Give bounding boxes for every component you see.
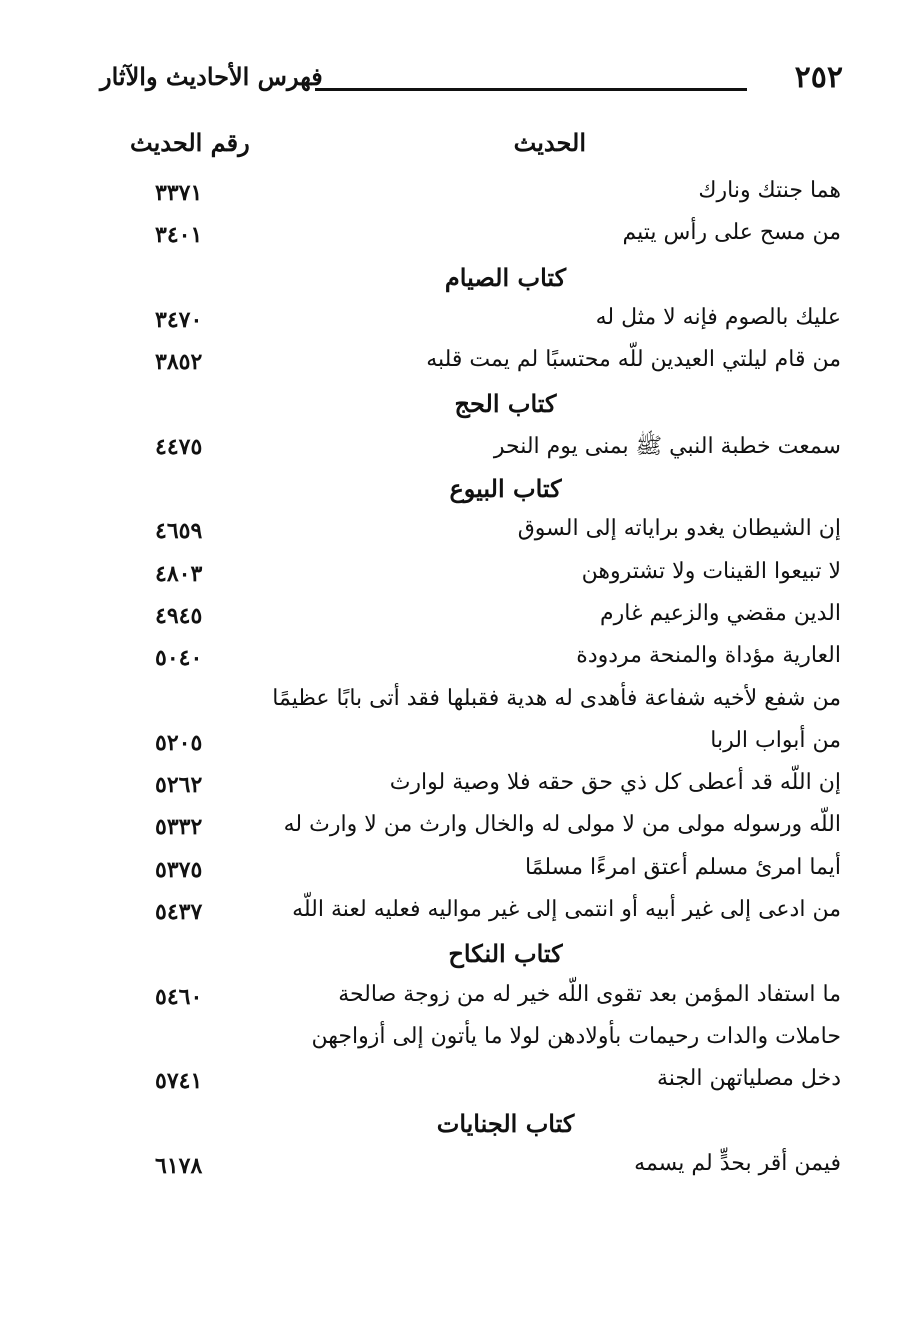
list-item [100, 1151, 841, 1193]
hadith-text: من أبواب الربا [710, 727, 841, 753]
list-item [100, 220, 841, 262]
hadith-number: ٥٧٤١ [155, 1068, 203, 1095]
list-item [100, 432, 841, 474]
hadith-number: ٤٩٤٥ [155, 602, 203, 629]
hadith-text: الدين مقضي والزعيم غارم [600, 600, 841, 626]
hadith-text: سمعت خطبة النبي ﷺ بمنى يوم النحر [493, 433, 841, 459]
list-item [100, 686, 841, 728]
list-item [100, 1066, 841, 1108]
hadith-number: ٥٠٤٠ [155, 645, 203, 672]
list-item [100, 178, 841, 220]
hadith-text: أيما امرئ مسلم أعتق امرءًا مسلمًا [524, 854, 841, 880]
running-title: فهرس الأحاديث والآثار [100, 62, 323, 91]
hadith-text: من ادعى إلى غير أبيه أو انتمى إلى غير مواليه فعليه لعنة اللّه [292, 897, 841, 923]
hadith-number: ٤٤٧٥ [155, 433, 203, 460]
list-item [100, 643, 841, 685]
hadith-text: من شفع لأخيه شفاعة فأهدى له هدية فقبلها فقد أتى بابًا عظيمًا [272, 685, 841, 711]
section-title: كتاب النكاح [448, 939, 563, 969]
list-item [100, 855, 841, 897]
hadith-text: إن الشيطان يغدو براياته إلى السوق [517, 516, 841, 542]
list-item [100, 516, 841, 558]
list-item [100, 897, 841, 939]
hadith-text: إن اللّه قد أعطى كل ذي حق حقه فلا وصية لوارث [389, 770, 841, 796]
section-title: كتاب البيوع [449, 474, 562, 504]
page-number: ٢٥٢ [794, 60, 843, 95]
hadith-text: عليك بالصوم فإنه لا مثل له [595, 304, 841, 330]
header-rule [315, 88, 747, 91]
hadith-number: ٦١٧٨ [155, 1152, 203, 1179]
list-item [100, 559, 841, 601]
hadith-number: ٥٣٧٥ [155, 856, 203, 883]
hadith-number: ٥٢٦٢ [155, 772, 203, 799]
column-header-number: رقم الحديث [130, 128, 250, 157]
hadith-number: ٥٢٠٥ [155, 729, 203, 756]
section-heading [100, 939, 841, 981]
list-item [100, 982, 841, 1024]
list-item [100, 305, 841, 347]
hadith-text: العارية مؤداة والمنحة مردودة [576, 643, 841, 669]
hadith-text: دخل مصلياتهن الجنة [657, 1066, 841, 1092]
list-item [100, 1024, 841, 1066]
hadith-number: ٥٤٣٧ [155, 899, 203, 926]
section-heading [100, 263, 841, 305]
hadith-text: حاملات والدات رحيمات بأولادهن لولا ما يأتون إلى أزواجهن [311, 1023, 841, 1049]
section-title: كتاب الصيام [444, 262, 567, 292]
page-header [100, 60, 843, 100]
section-heading [100, 474, 841, 516]
hadith-number: ٥٣٣٢ [155, 814, 203, 841]
section-heading [100, 1109, 841, 1151]
hadith-number: ٣٤٧٠ [155, 306, 203, 333]
hadith-text: من مسح على رأس يتيم [622, 220, 841, 246]
hadith-number: ٣٣٧١ [155, 180, 203, 206]
hadith-number: ٤٨٠٣ [155, 560, 203, 587]
section-heading [100, 389, 841, 431]
hadith-text: لا تبيعوا القينات ولا تشتروهن [581, 558, 841, 584]
hadith-text: هما جنتك ونارك [698, 178, 841, 203]
list-item [100, 601, 841, 643]
hadith-number: ٤٦٥٩ [155, 518, 203, 545]
list-item [100, 347, 841, 389]
hadith-number: ٥٤٦٠ [155, 983, 203, 1010]
list-item [100, 812, 841, 854]
hadith-text: فيمن أقر بحدٍّ لم يسمه [634, 1150, 841, 1176]
hadith-text: ما استفاد المؤمن بعد تقوى اللّه خير له من زوجة صالحة [338, 981, 841, 1007]
list-item [100, 728, 841, 770]
hadith-number: ٣٤٠١ [155, 222, 203, 249]
hadith-number: ٣٨٥٢ [155, 349, 203, 376]
column-header-hadith: الحديث [513, 128, 586, 157]
list-item [100, 770, 841, 812]
hadith-text: من قام ليلتي العيدين للّه محتسبًا لم يمت قلبه [426, 347, 841, 373]
hadith-text: اللّه ورسوله مولى من لا مولى له والخال وارث من لا وارث له [283, 812, 841, 838]
hadith-index-list [100, 178, 841, 1193]
section-title: كتاب الجنايات [436, 1108, 575, 1138]
section-title: كتاب الحج [454, 389, 557, 419]
